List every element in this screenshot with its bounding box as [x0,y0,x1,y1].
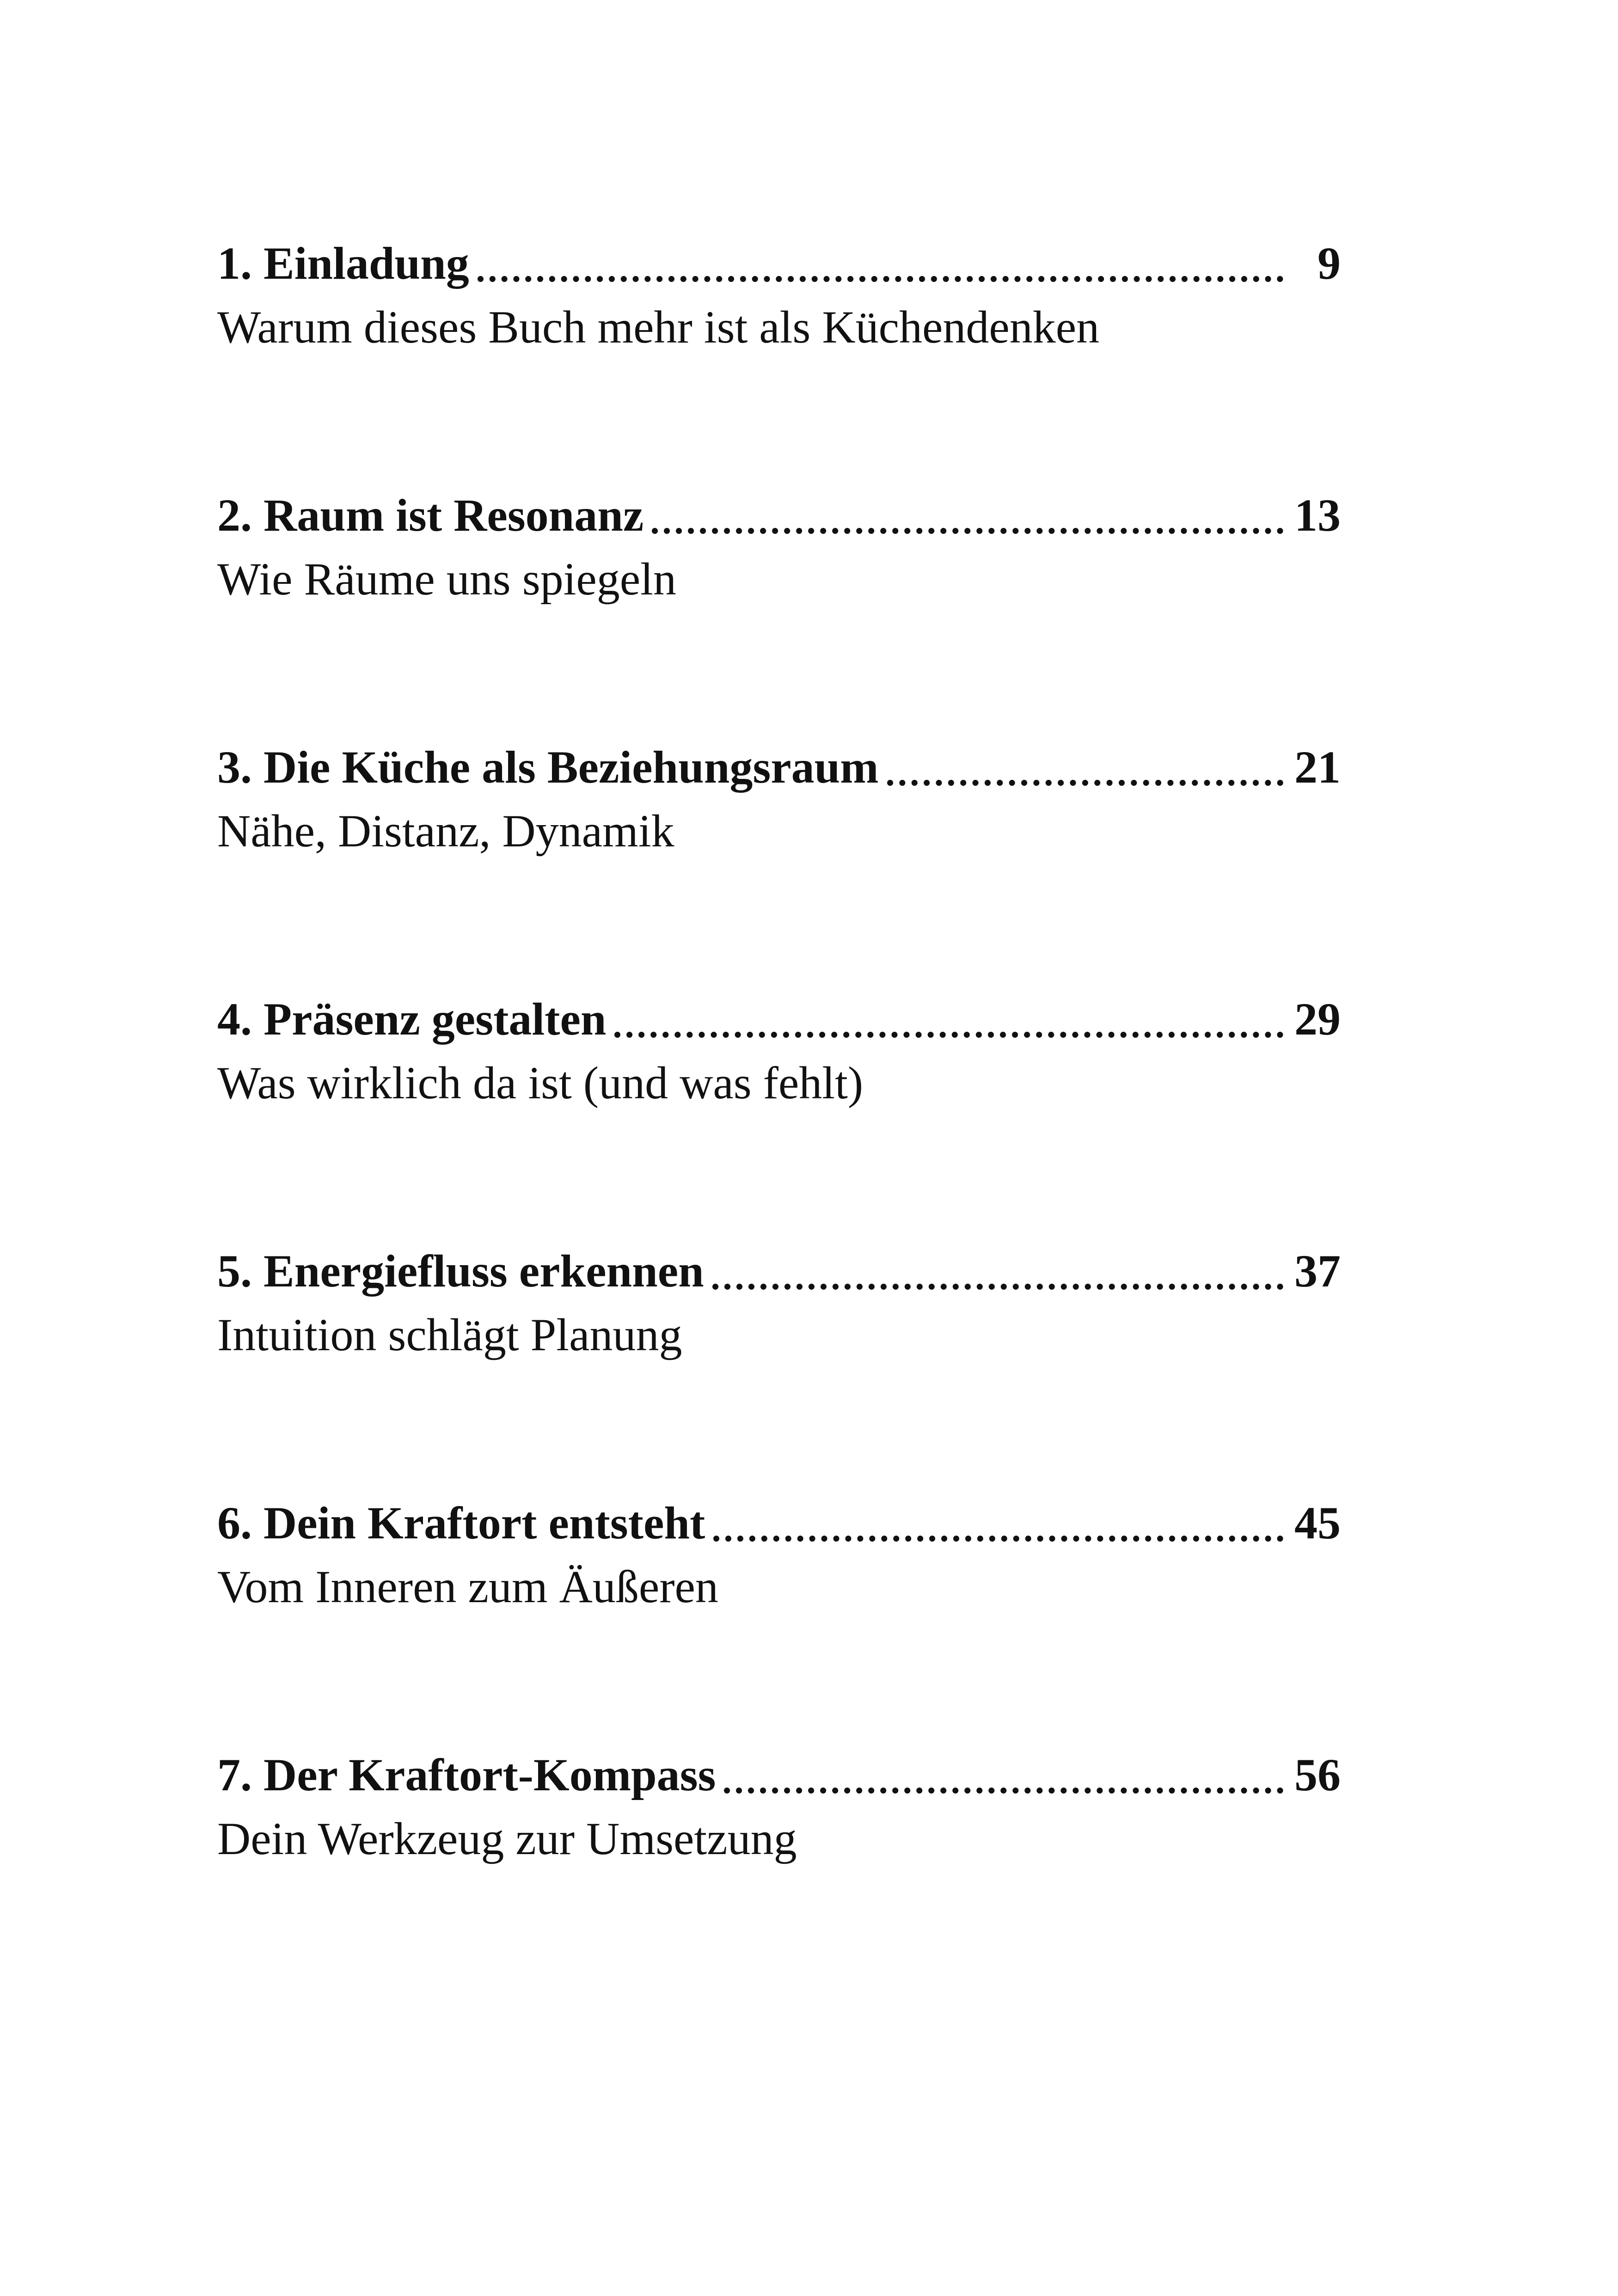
page-number[interactable]: 21 [1294,741,1341,793]
toc-title-line[interactable] [217,222,1341,287]
dot-leader [478,271,1283,282]
chapter-subtitle: Dein Werkzeug zur Umsetzung [217,1813,797,1864]
chapter-title[interactable]: 1. Einladung [217,238,469,289]
chapter-subtitle: Was wirklich da ist (und was fehlt) [217,1057,864,1108]
chapter-title[interactable]: 4. Präsenz gestalten [217,993,607,1045]
page-number[interactable]: 45 [1294,1497,1341,1549]
dot-leader [614,1027,1283,1038]
chapter-title[interactable]: 6. Dein Kraftort entsteht [217,1497,705,1549]
toc-entry[interactable] [217,1230,1341,1396]
chapter-title[interactable]: 3. Die Küche als Beziehungsraum [217,741,879,793]
chapter-subtitle: Warum dieses Buch mehr ist als Küchendenken [217,301,1100,353]
page-number[interactable]: 37 [1294,1245,1341,1297]
dot-leader [887,775,1283,786]
page-number[interactable]: 9 [1318,238,1341,289]
toc-title-line[interactable] [217,1230,1341,1297]
toc-title-line[interactable] [217,1733,1341,1798]
dot-leader [712,1279,1283,1290]
toc-title-line[interactable] [217,1482,1341,1549]
dot-leader [713,1531,1283,1542]
toc-entry[interactable] [217,1482,1341,1648]
chapter-subtitle: Intuition schlägt Planung [217,1309,682,1360]
page-number[interactable]: 29 [1294,993,1341,1045]
toc-entry[interactable] [217,726,1341,892]
toc-entry[interactable] [217,474,1341,640]
chapter-subtitle: Wie Räume uns spiegeln [217,553,676,605]
dot-leader [652,523,1283,534]
chapter-title[interactable]: 7. Der Kraftort-Kompass [217,1749,716,1800]
toc-entry[interactable] [217,1733,1341,1900]
toc-title-line[interactable] [217,474,1341,539]
page-number[interactable]: 13 [1294,490,1341,541]
dot-leader [724,1783,1283,1794]
toc-entry[interactable] [217,222,1341,388]
chapter-title[interactable]: 5. Energiefluss erkennen [217,1245,704,1297]
toc-title-line[interactable] [217,726,1341,793]
toc-title-line[interactable] [217,978,1341,1045]
chapter-title[interactable]: 2. Raum ist Resonanz [217,490,644,541]
page-number[interactable]: 56 [1294,1749,1341,1800]
toc-entry[interactable] [217,978,1341,1144]
chapter-subtitle: Vom Inneren zum Äußeren [217,1561,718,1612]
chapter-subtitle: Nähe, Distanz, Dynamik [217,805,674,857]
